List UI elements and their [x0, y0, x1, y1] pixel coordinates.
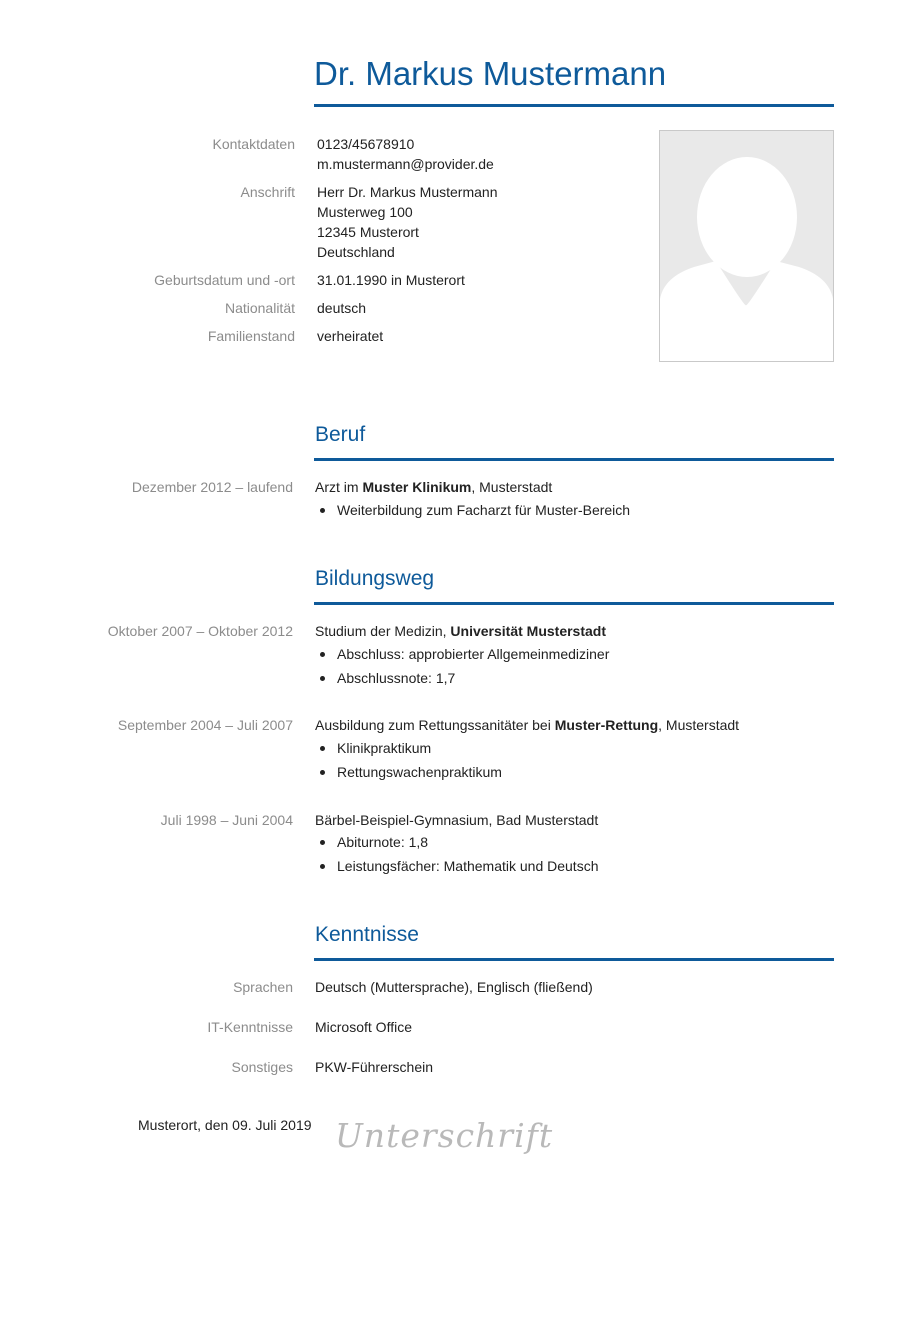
profile-photo-placeholder	[659, 130, 834, 362]
entry-date: Dezember 2012 – laufend	[131, 479, 293, 495]
address-line: Deutschland	[317, 244, 395, 260]
nationality-label: Nationalität	[224, 300, 295, 316]
skill-value: Microsoft Office	[315, 1019, 412, 1035]
entry-bullets	[315, 830, 598, 878]
birth-value: 31.01.1990 in Musterort	[317, 272, 465, 288]
list-item: Abschlussnote: 1,7	[315, 666, 609, 690]
section-rule	[314, 458, 834, 461]
address-line: Herr Dr. Markus Mustermann	[317, 184, 498, 200]
marital-label: Familienstand	[207, 328, 295, 344]
section-title-beruf: Beruf	[315, 423, 366, 446]
entry-text: , Musterstadt	[658, 717, 740, 733]
list-item: Klinikpraktikum	[315, 736, 502, 760]
skill-label: IT-Kenntnisse	[207, 1019, 293, 1035]
address-label: Anschrift	[240, 184, 295, 200]
entry-bullets	[315, 498, 630, 522]
skill-value: Deutsch (Muttersprache), Englisch (fließend)	[315, 979, 593, 995]
section-title-bildungsweg: Bildungsweg	[315, 567, 435, 590]
entry-text: , Musterstadt	[471, 479, 553, 495]
list-item: Abschluss: approbierter Allgemeinmediziner	[315, 642, 609, 666]
entry-bullets	[315, 642, 609, 690]
address-line: Musterweg 100	[317, 204, 413, 220]
list-item: Weiterbildung zum Facharzt für Muster-Bereich	[315, 498, 630, 522]
place-date: Musterort, den 09. Juli 2019	[138, 1117, 312, 1133]
entry-title	[315, 810, 598, 830]
entry-text: Bärbel-Beispiel-Gymnasium, Bad Musterstadt	[315, 812, 599, 828]
entry-text: Arzt im	[315, 479, 363, 495]
phone-value: 0123/45678910	[317, 136, 415, 152]
section-rule	[314, 958, 834, 961]
list-item: Rettungswachenpraktikum	[315, 760, 502, 784]
entry-employer: Muster Klinikum	[362, 479, 472, 495]
contact-label: Kontaktdaten	[212, 136, 295, 152]
entry-institution: Muster-Rettung	[554, 717, 659, 733]
entry-institution: Universität Musterstadt	[450, 623, 606, 639]
entry-date: Juli 1998 – Juni 2004	[160, 812, 293, 828]
nationality-value: deutsch	[317, 300, 367, 316]
email-value: m.mustermann@provider.de	[317, 156, 494, 172]
skill-label: Sprachen	[233, 979, 293, 995]
entry-date: Oktober 2007 – Oktober 2012	[107, 623, 293, 639]
entry-title	[315, 621, 606, 641]
address-line: 12345 Musterort	[317, 224, 419, 240]
entry-bullets	[315, 736, 502, 784]
skill-value: PKW-Führerschein	[315, 1059, 434, 1075]
cv-name: Dr. Markus Mustermann	[314, 55, 667, 92]
person-silhouette-icon	[660, 131, 833, 361]
entry-text: Studium der Medizin,	[315, 623, 451, 639]
entry-date: September 2004 – Juli 2007	[117, 717, 293, 733]
section-title-kenntnisse: Kenntnisse	[315, 923, 419, 946]
header-rule	[314, 104, 834, 107]
entry-title	[315, 715, 739, 735]
birth-label: Geburtsdatum und -ort	[154, 272, 295, 288]
list-item: Abiturnote: 1,8	[315, 830, 598, 854]
signature: Unterschrift	[335, 1116, 554, 1155]
skill-label: Sonstiges	[231, 1059, 293, 1075]
entry-text: Ausbildung zum Rettungssanitäter bei	[315, 717, 555, 733]
list-item: Leistungsfächer: Mathematik und Deutsch	[315, 854, 598, 878]
entry-title	[315, 477, 552, 497]
marital-value: verheiratet	[317, 328, 384, 344]
section-rule	[314, 602, 834, 605]
